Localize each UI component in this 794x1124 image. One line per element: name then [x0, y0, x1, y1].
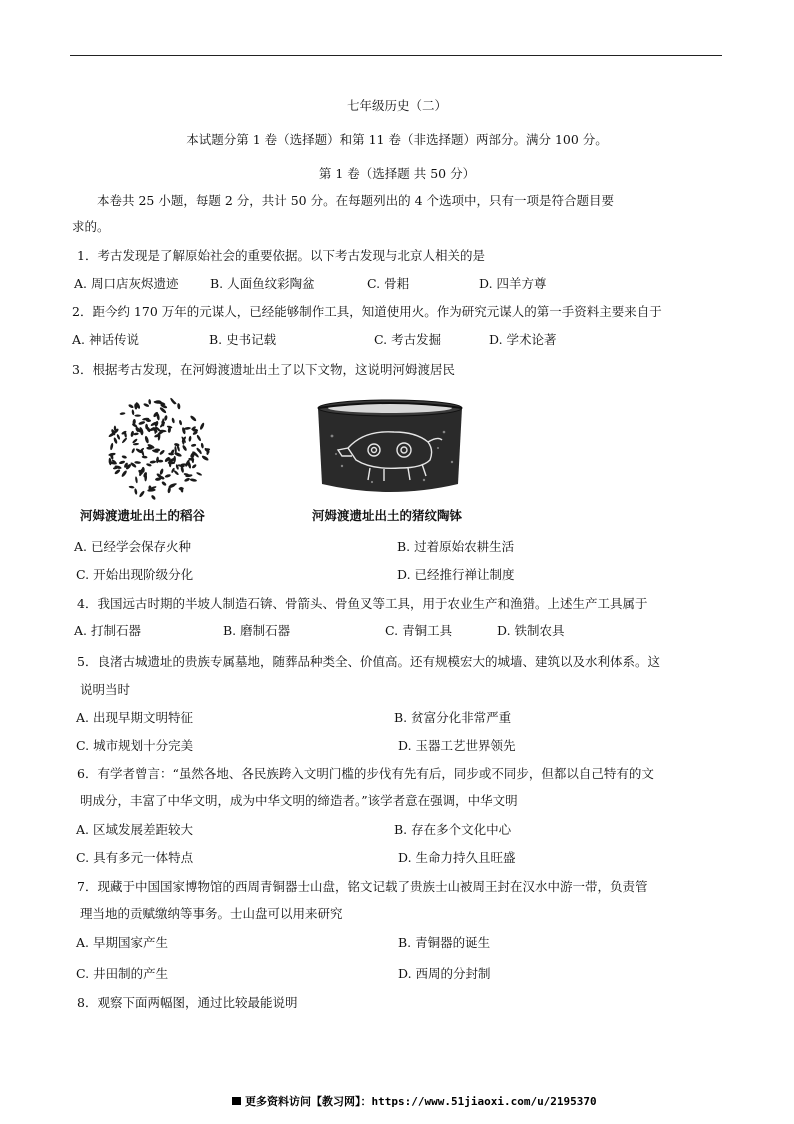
q5-stem-line2: 说明当时	[80, 682, 131, 697]
q3-caption-rice: 河姆渡遗址出土的稻谷	[80, 508, 206, 523]
rice-grain	[182, 444, 188, 451]
rice-grain	[191, 464, 197, 470]
rice-grain	[190, 415, 198, 422]
rice-grain	[138, 421, 145, 426]
q3-option-b: B. 过着原始农耕生活	[397, 539, 515, 554]
q4-option-b: B. 磨制石器	[223, 623, 291, 638]
rice-grain	[133, 432, 139, 435]
rice-grain	[121, 437, 127, 444]
q5-option-a: A. 出现早期文明特征	[76, 710, 193, 725]
q2-stem: 2．距今约 170 万年的元谋人，已经能够制作工具，知道使用火。作为研究元谋人的第一手资料主要来自于	[72, 304, 662, 319]
rice-grain	[138, 490, 145, 498]
rice-grain	[151, 494, 157, 500]
q3-stem: 3．根据考古发现，在河姆渡遗址出土了以下文物，这说明河姆渡居民	[72, 362, 455, 377]
rice-grain	[134, 415, 141, 417]
q7-option-b: B. 青铜器的诞生	[398, 935, 491, 950]
section-title: 第 1 卷（选择题 共 50 分）	[318, 166, 476, 181]
rice-grains-image	[104, 394, 212, 502]
q5-option-b: B. 贫富分化非常严重	[394, 710, 512, 725]
rice-grain	[184, 477, 191, 482]
rice-grain	[174, 446, 177, 454]
rice-grain	[135, 476, 138, 483]
rice-grain	[199, 422, 205, 430]
q7-option-a: A. 早期国家产生	[76, 935, 168, 950]
rice-grain	[164, 415, 168, 421]
exam-intro: 本试题分第 1 卷（选择题）和第 11 卷（非选择题）两部分。满分 100 分。	[186, 132, 608, 147]
q6-stem-line2: 明成分，丰富了中华文明，成为中华文明的缔造者。”该学者意在强调，中华文明	[80, 793, 518, 808]
rice-grain	[133, 443, 139, 446]
rice-grain	[119, 460, 126, 464]
rice-grain	[201, 455, 209, 462]
q1-option-d: D. 四羊方尊	[479, 276, 547, 291]
rice-grain	[164, 474, 171, 478]
q7-option-c: C. 井田制的产生	[76, 966, 169, 981]
rice-grain	[128, 404, 134, 409]
rice-grain	[113, 437, 118, 444]
footer[interactable]	[232, 1094, 597, 1110]
rice-grain	[188, 436, 191, 442]
q6-option-b: B. 存在多个文化中心	[394, 822, 512, 837]
q4-option-a: A. 打制石器	[74, 623, 141, 638]
rice-grain	[190, 478, 198, 482]
q6-stem-line1: 6．有学者曾言：“虽然各地、各民族跨入文明门槛的步伐有先有后，同步或不同步，但都以自己特有的文	[77, 766, 654, 781]
q2-option-b: B. 史书记载	[209, 332, 277, 347]
q1-stem: 1．考古发现是了解原始社会的重要依据。以下考古发现与北京人相关的是	[77, 248, 485, 263]
q5-stem-line1: 5．良渚古城遗址的贵族专属墓地，随葬品种类全、价值高。还有规模宏大的城墙、建筑以及水利体系。这	[77, 654, 660, 669]
q8-stem: 8．观察下面两幅图，通过比较最能说明	[77, 995, 298, 1010]
rice-grain	[119, 412, 125, 415]
q1-option-c: C. 骨耜	[367, 276, 410, 291]
q2-option-d: D. 学术论著	[489, 332, 557, 347]
q7-option-d: D. 西周的分封制	[398, 966, 491, 981]
rice-grain	[129, 485, 135, 488]
rice-grain	[144, 435, 149, 443]
rice-grain	[114, 469, 121, 475]
q7-stem-line2: 理当地的贡赋缴纳等事务。士山盘可以用来研究	[80, 906, 343, 921]
q5-option-d: D. 玉器工艺世界领先	[398, 738, 516, 753]
rice-grain	[130, 431, 134, 438]
q7-stem-line1: 7．现藏于中国国家博物馆的西周青铜器士山盘，铭文记载了贵族士山被周王封在汉水中游一带，负责管	[77, 879, 648, 894]
q4-option-c: C. 青铜工具	[385, 623, 453, 638]
rice-grain	[159, 468, 164, 475]
q2-option-c: C. 考古发掘	[374, 332, 442, 347]
q4-option-d: D. 铁制农具	[497, 623, 565, 638]
rice-grain	[161, 481, 167, 487]
rice-grain	[116, 434, 120, 440]
rice-grain	[110, 443, 114, 451]
section-desc-line2: 求的。	[72, 219, 110, 234]
rice-grain	[131, 409, 134, 415]
rice-grain	[170, 397, 177, 405]
rice-grain	[146, 463, 152, 467]
section-desc-line1: 本卷共 25 小题，每题 2 分，共计 50 分。在每题列出的 4 个选项中，只有一项是符合题目要	[97, 193, 615, 208]
q2-option-a: A. 神话传说	[72, 332, 139, 347]
rice-grain	[156, 456, 159, 463]
rice-grain	[131, 448, 135, 454]
rice-grain	[121, 455, 127, 459]
q3-option-a: A. 已经学会保存火种	[74, 539, 191, 554]
q4-stem: 4．我国远古时期的半坡人制造石锛、骨箭头、骨鱼叉等工具，用于农业生产和渔猎。上述生产工具属于	[77, 596, 648, 611]
q6-option-a: A. 区域发展差距较大	[76, 822, 193, 837]
rice-grain	[143, 403, 150, 408]
rice-grain	[177, 403, 181, 410]
rice-grain	[200, 443, 204, 449]
pig-pottery-bowl-image	[312, 396, 468, 502]
footer-link[interactable]: 更多资料访问【教习网】：https://www.51jiaoxi.com/u/2195370	[245, 1095, 597, 1108]
rice-grain	[150, 460, 157, 464]
q1-option-a: A. 周口店灰烬遗迹	[74, 276, 179, 291]
q3-option-c: C. 开始出现阶级分化	[76, 567, 194, 582]
q6-option-c: C. 具有多元一体特点	[76, 850, 194, 865]
header-rule	[70, 55, 722, 56]
rice-grain	[148, 399, 151, 405]
rice-grain	[179, 420, 183, 426]
q3-option-d: D. 已经推行禅让制度	[397, 567, 515, 582]
flag-icon	[232, 1097, 241, 1105]
q1-option-b: B. 人面鱼纹彩陶盆	[210, 276, 315, 291]
q5-option-c: C. 城市规划十分完美	[76, 738, 194, 753]
rice-grain	[191, 443, 197, 447]
q3-caption-pottery: 河姆渡遗址出土的猪纹陶钵	[312, 508, 463, 523]
rice-grain	[142, 456, 148, 459]
q6-option-d: D. 生命力持久且旺盛	[398, 850, 516, 865]
rice-grain	[196, 434, 202, 441]
rice-grain	[174, 443, 180, 447]
page-title: 七年级历史（二）	[346, 98, 447, 113]
rice-grain	[171, 417, 175, 423]
rice-grain	[134, 488, 138, 495]
rice-grain	[196, 472, 203, 477]
rice-grain	[121, 470, 128, 478]
rice-grain	[134, 461, 141, 464]
